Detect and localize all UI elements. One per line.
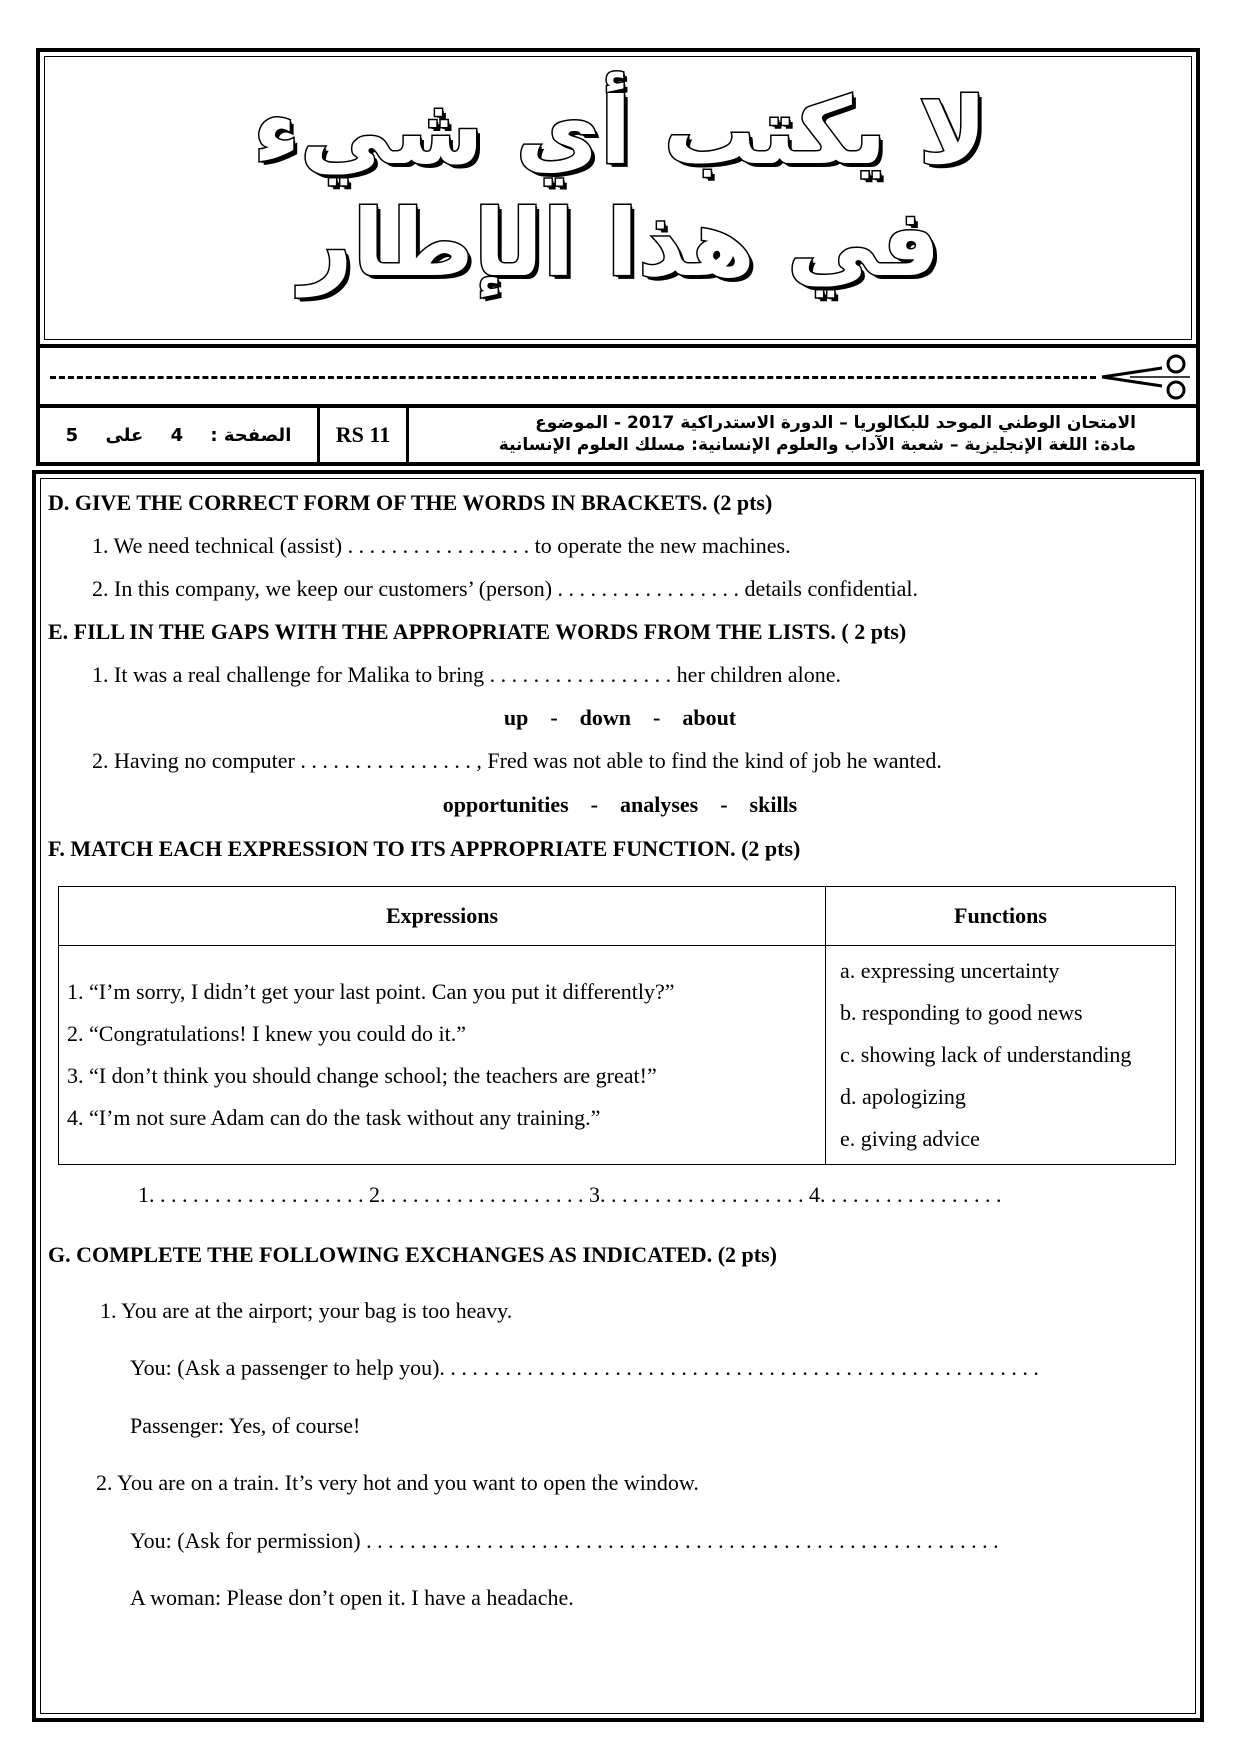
matching-answer-line: 1. . . . . . . . . . . . . . . . . . . . 2. . . . . . . . . . . . . . . . . . . 3. . . . . . . . . . . . . . . . . . . 4. . . . . . . . . . . . . . . . . [138, 1182, 1002, 1207]
section-e-item-2: 2. Having no computer . . . . . . . . . . . . . . . . , Fred was not able to find the kind of job he wanted. [92, 748, 942, 773]
section-g-item-2-reply: A woman: Please don’t open it. I have a headache. [130, 1585, 574, 1610]
column-header-functions: Functions [826, 887, 1176, 946]
cut-dashed-line [50, 376, 1096, 379]
section-f-title: F. MATCH EACH EXPRESSION TO ITS APPROPRIATE FUNCTION. (2 pts) [48, 836, 801, 861]
section-d-item-2: 2. In this company, we keep our customers’ (person) . . . . . . . . . . . . . . . . . details confidential. [92, 576, 919, 601]
section-g-item-2-you: You: (Ask for permission) . . . . . . . . . . . . . . . . . . . . . . . . . . . . . . . . . . . . . . . . . . . . . . . . . . . . . . . . . . [130, 1528, 999, 1553]
page-current: 4 [170, 424, 184, 446]
expression-item: 3. “I don’t think you should change school; the teachers are great!” [67, 1063, 657, 1088]
functions-cell [826, 946, 1176, 1165]
exam-title-line1: الامتحان الوطني الموحد للبكالوريا – الدورة الاستدراكية 2017 - الموضوع [535, 413, 1136, 433]
exam-title [409, 408, 1196, 462]
expressions-cell [59, 946, 826, 1165]
section-g-item-2: 2. You are on a train. It’s very hot and you want to open the window. [96, 1470, 699, 1495]
page-of-label: على [105, 424, 144, 446]
function-item: a. expressing uncertainty [840, 958, 1060, 983]
section-g-item-1-you: You: (Ask a passenger to help you). . . . . . . . . . . . . . . . . . . . . . . . . . . . . . . . . . . . . . . . . . . . . . . . . . . . . . . [130, 1355, 1039, 1380]
matching-table-header-row [59, 887, 1176, 946]
matching-table-body-row [59, 946, 1176, 1165]
function-item: d. apologizing [840, 1084, 966, 1109]
expression-item: 1. “I’m sorry, I didn’t get your last point. Can you put it differently?” [67, 979, 675, 1004]
no-write-notice-line2: في هذا الإطار [299, 190, 941, 297]
expression-item: 4. “I’m not sure Adam can do the task without any training.” [67, 1105, 601, 1130]
page-label: الصفحة : [210, 424, 292, 446]
section-d-item-1: 1. We need technical (assist) . . . . . . . . . . . . . . . . . to operate the new machines. [92, 533, 791, 558]
page-indicator [40, 408, 320, 462]
scissors-icon [1100, 354, 1192, 400]
matching-table [58, 886, 1176, 1165]
section-e-word-list-2: opportunities - analyses - skills [442, 792, 798, 817]
section-d-title: D. GIVE THE CORRECT FORM OF THE WORDS IN BRACKETS. (2 pts) [48, 490, 773, 515]
function-item: e. giving advice [840, 1126, 980, 1151]
exam-title-line2: مادة: اللغة الإنجليزية – شعبة الآداب والعلوم الإنسانية: مسلك العلوم الإنسانية [498, 435, 1136, 455]
section-e-item-1: 1. It was a real challenge for Malika to bring . . . . . . . . . . . . . . . . . her children alone. [92, 662, 841, 687]
cut-strip [36, 348, 1200, 406]
page-total: 5 [65, 424, 79, 446]
section-e-word-list-1: up - down - about [503, 705, 737, 730]
section-e-title: E. FILL IN THE GAPS WITH THE APPROPRIATE WORDS FROM THE LISTS. ( 2 pts) [48, 619, 907, 644]
expression-item: 2. “Congratulations! I knew you could do it.” [67, 1021, 466, 1046]
function-item: b. responding to good news [840, 1000, 1083, 1025]
no-write-notice-line1: لا يكتب أي شيء [252, 78, 988, 185]
section-g-item-1-reply: Passenger: Yes, of course! [130, 1413, 361, 1438]
column-header-expressions: Expressions [59, 887, 826, 946]
exam-code: RS 11 [320, 408, 409, 462]
section-g-item-1: 1. You are at the airport; your bag is too heavy. [100, 1298, 513, 1323]
function-item: c. showing lack of understanding [840, 1042, 1132, 1067]
section-g-title: G. COMPLETE THE FOLLOWING EXCHANGES AS INDICATED. (2 pts) [48, 1242, 777, 1267]
exam-header-bar [36, 404, 1200, 466]
